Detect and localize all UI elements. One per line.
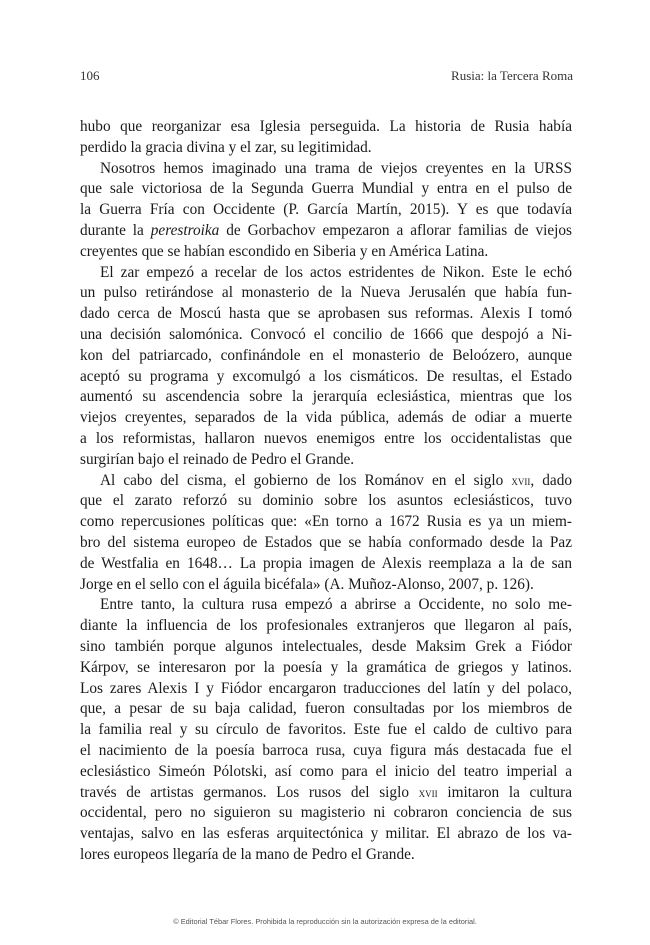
text-line: lores europeos llegaría de la mano de Pedro el Grande. [80,845,415,863]
century-numeral: xvii [418,784,438,800]
century-numeral: xvii [511,472,531,488]
text-line: la Guerra Fría con Occidente (P. García Martín, 2015). Y es que todavía [80,201,572,219]
text-line: que, a pesar de su baja calidad, fueron consultadas por los miembros de [80,700,572,718]
text-line: Los zares Alexis I y Fiódor encargaron traducciones del latín y del polaco, [80,679,572,697]
text-line: un pulso retirándose al monasterio de la Nueva Jerusalén que había fun- [80,284,572,302]
text-line: creyentes que se habían escondido en Siberia y en América Latina. [80,242,489,260]
text-line: surgirían bajo el reinado de Pedro el Grande. [80,450,355,468]
running-header [80,68,573,86]
text-line: Jorge en el sello con el águila bicéfala» (A. Muñoz-Alonso, 2007, p. 126). [80,575,534,593]
text-line: una decisión salomónica. Convocó el concilio de 1666 que despojó a Ni- [80,325,572,343]
text-line: que el zarato reforzó su dominio sobre los asuntos eclesiásticos, tuvo [80,492,572,510]
text-line: que sale victoriosa de la Segunda Guerra Mundial y entra en el pulso de [80,180,572,198]
text-line: a los reformistas, hallaron nuevos enemigos entre los occidentalistas que [80,429,572,447]
text-line: hubo que reorganizar esa Iglesia perseguida. La historia de Rusia había [80,118,572,135]
text-segment: durante la [80,221,151,239]
text-segment: Al cabo del cisma, el gobierno de los Románov en el siglo [100,471,512,489]
text-line: de Westfalia en 1648… La propia imagen de Alexis reemplaza a la de san [80,554,572,572]
text-line: Kárpov, se interesaron por la poesía y la gramática de griegos y latinos. [80,658,572,676]
text-segment: de Gorbachov empezaron a aflorar familias de viejos [219,221,573,239]
text-line: aumentó su ascendencia sobre la jerarquía eclesiástica, mientras que los [80,388,572,406]
italic-term: perestroika [150,221,220,239]
body-text [80,117,572,866]
text-line: viejos creyentes, separados de la vida pública, además de odiar a muerte [80,409,572,427]
text-line: como repercusiones políticas que: «En torno a 1672 Rusia es ya un miem- [80,513,572,531]
text-line [80,783,572,804]
text-line: bro del sistema europeo de Estados que se había conformado desde la Paz [80,533,572,551]
text-line: kon del patriarcado, confinándole en el monasterio de Beloózero, aunque [80,346,572,364]
text-line: Entre tanto, la cultura rusa empezó a abrirse a Occidente, no solo me- [100,596,572,614]
text-line: El zar empezó a recelar de los actos estridentes de Nikon. Este le echó [100,263,572,281]
page-number: 106 [80,68,100,83]
text-line: diante la influencia de los profesionales extranjeros que llegaron al país, [80,617,572,635]
text-line: sino también porque algunos intelectuales, desde Maksim Grek a Fiódor [80,637,572,655]
text-line: dado cerca de Moscú hasta que se aprobasen sus reformas. Alexis I tomó [80,305,572,323]
copyright-footer: © Editorial Tébar Flores. Prohibida la reproducción sin la autorización expresa de la editorial. [173,917,477,926]
text-line: eclesiástico Simeón Pólotski, así como para el inicio del teatro imperial a [80,762,572,780]
text-line: la familia real y su círculo de favoritos. Este fue el caldo de cultivo para [80,721,572,739]
text-line: ventajas, salvo en las esferas arquitectónica y militar. El abrazo de los va- [80,825,572,843]
text-line [80,221,572,242]
text-line: Nosotros hemos imaginado una trama de viejos creyentes en la URSS [100,159,572,177]
text-line: perdido la gracia divina y el zar, su legitimidad. [80,138,372,156]
text-line: el nacimiento de la poesía barroca rusa, cuya figura más destacada fue el [80,741,572,759]
text-line: occidental, pero no siguieron su magisterio ni cobraron conciencia de sus [80,804,572,822]
text-line [80,471,572,492]
text-segment: , dado [530,471,572,489]
text-line: aceptó su programa y excomulgó a los cismáticos. De resultas, el Estado [80,367,572,385]
text-segment: través de artistas germanos. Los rusos del siglo [80,783,419,801]
text-segment: imitaron la cultura [437,783,573,801]
running-title: Rusia: la Tercera Roma [451,68,573,83]
